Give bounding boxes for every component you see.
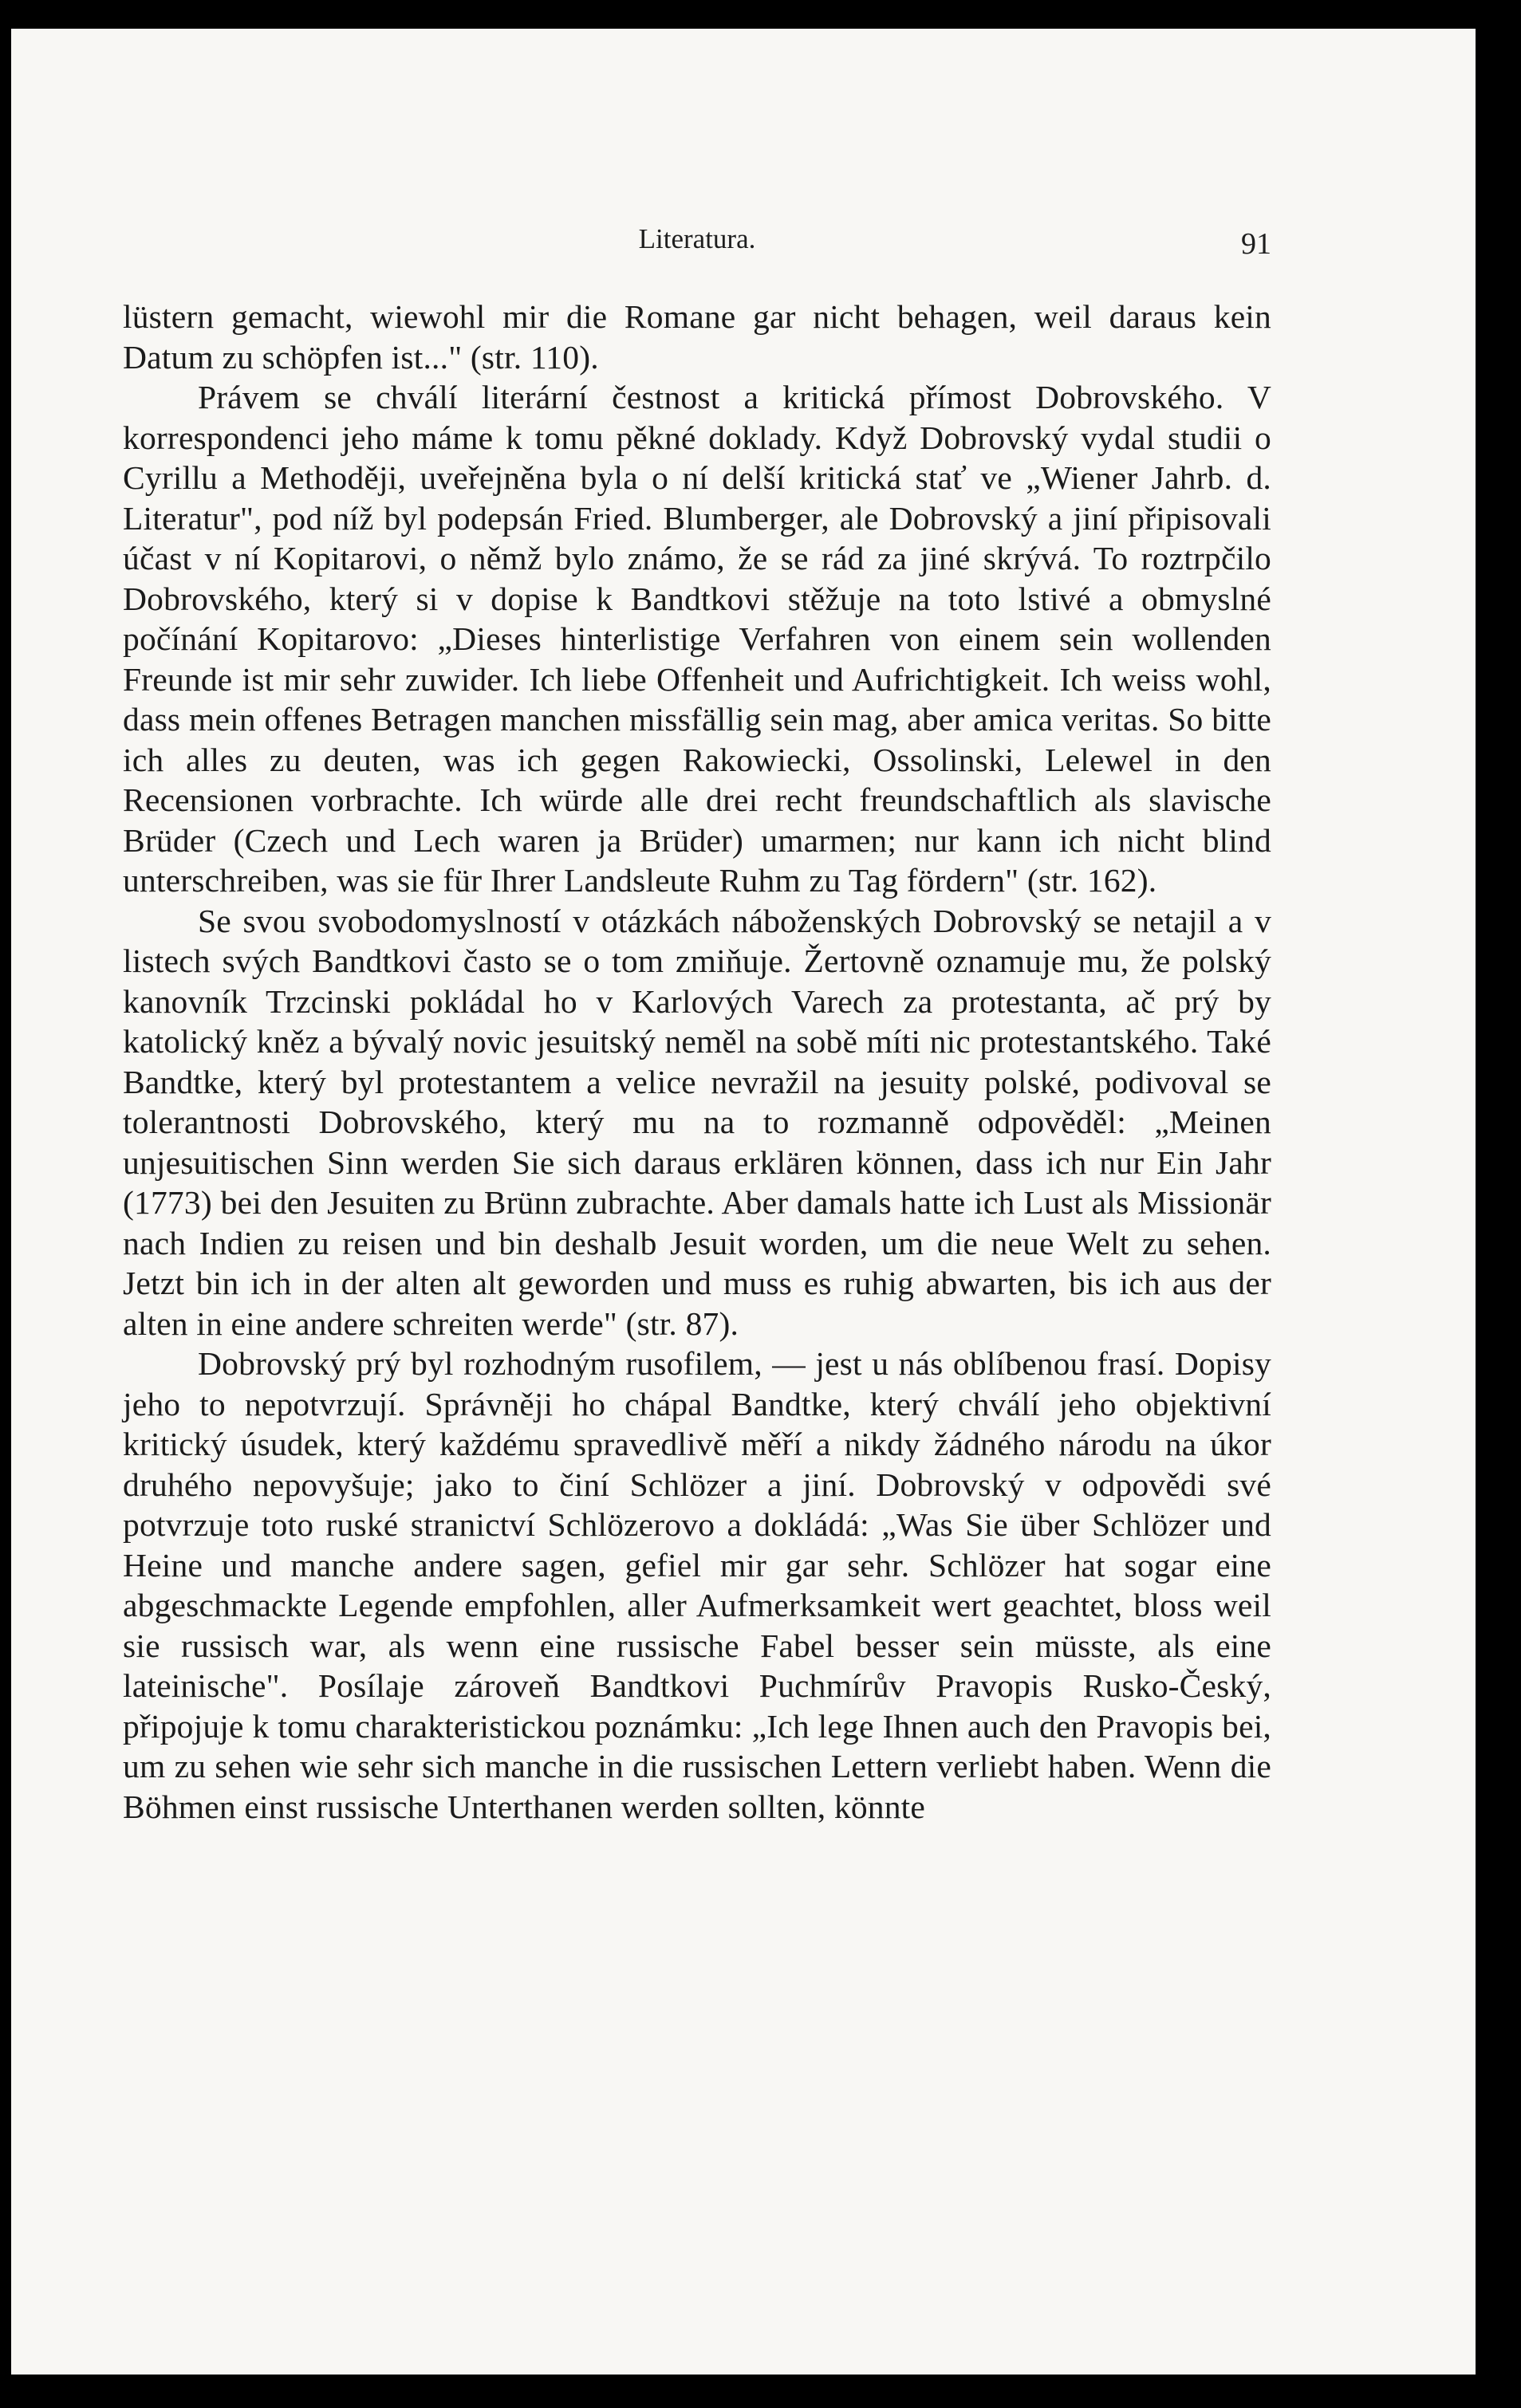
paragraph-continuation: lüstern gemacht, wiewohl mir die Romane gar nicht behagen, weil daraus kein Datum zu schöpfen ist..." (str. 110).: [123, 298, 1271, 376]
book-page: [11, 29, 1476, 2375]
running-title: Literatura.: [638, 223, 756, 254]
body-text: [123, 297, 1271, 1827]
paragraph: Dobrovský prý byl rozhodným rusofilem, — jest u nás oblíbenou frasí. Dopisy jeho to nepotvrzují. Správněji ho chápal Bandtke, který chválí jeho objektivní kritický úsudek, který každému spravedlivě měří a nikdy žádného národu na úkor druhého nepovyšuje; jako to činí Schlözer a jiní. Dobrovský v odpovědi své potvrzuje toto ruské stranictví Schlözerovo a dokládá: „Was Sie über Schlözer und Heine und manche andere sagen, gefiel mir gar sehr. Schlözer hat sogar eine abgeschmackte Legende empfohlen, aller Aufmerksamkeit wert geachtet, bloss weil sie russisch war, als wenn eine russische Fabel besser sein müsste, als eine lateinische". Posílaje zároveň Bandtkovi Puchmírův Pravopis Rusko-Český, připojuje k tomu charakteristickou poznámku: „Ich lege Ihnen auch den Pravopis bei, um zu sehen wie sehr sich manche in die russischen Lettern verliebt haben. Wenn die Böhmen einst russische Unterthanen werden sollten, könnte: [123, 1345, 1271, 1825]
paragraph: Se svou svobodomyslností v otázkách náboženských Dobrovský se netajil a v listech svých Bandtkovi často se o tom zmiňuje. Žertovně oznamuje mu, že polský kanovník Trzcinski pokládal ho v Karlových Varech za protestanta, ač prý by katolický kněz a bývalý novic jesuitský neměl na sobě míti nic protestantského. Také Bandtke, který byl protestantem a velice nevražil na jesuity polské, podivoval se tolerantnosti Dobrovského, který mu na to rozmanně odpověděl: „Meinen unjesuitischen Sinn werden Sie sich daraus erklären können, dass ich nur Ein Jahr (1773) bei den Jesuiten zu Brünn zubrachte. Aber damals hatte ich Lust als Missionär nach Indien zu reisen und bin deshalb Jesuit worden, um die neue Welt zu sehen. Jetzt bin ich in der alten alt geworden und muss es ruhig abwarten, bis ich aus der alten in eine andere schreiten werde" (str. 87).: [123, 902, 1271, 1342]
running-header: [123, 223, 1271, 263]
paragraph: Právem se chválí literární čestnost a kritická přímost Dobrovského. V korrespondenci jeho máme k tomu pěkné doklady. Když Dobrovský vydal studii o Cyrillu a Methoději, uveřejněna byla o ní delší kritická stať ve „Wiener Jahrb. d. Literatur", pod níž byl podepsán Fried. Blumberger, ale Dobrovský a jiní připisovali účast v ní Kopitarovi, o němž bylo známo, že se rád za jiné skrývá. To roztrpčilo Dobrovského, který si v dopise k Bandtkovi stěžuje na toto lstivé a obmyslné počínání Kopitarovo: „Dieses hinterlistige Verfahren von einem sein wollenden Freunde ist mir sehr zuwider. Ich liebe Offenheit und Aufrichtigkeit. Ich weiss wohl, dass mein offenes Betragen manchen missfällig sein mag, aber amica veritas. So bitte ich alles zu deuten, was ich gegen Rakowiecki, Ossolinski, Lelewel in den Recensionen vorbrachte. Ich würde alle drei recht freundschaftlich als slavische Brüder (Czech und Lech waren ja Brüder) umarmen; nur kann ich nicht blind unterschreiben, was sie für Ihrer Landsleute Ruhm zu Tag fördern" (str. 162).: [123, 379, 1271, 899]
page-number: 91: [1241, 227, 1271, 261]
